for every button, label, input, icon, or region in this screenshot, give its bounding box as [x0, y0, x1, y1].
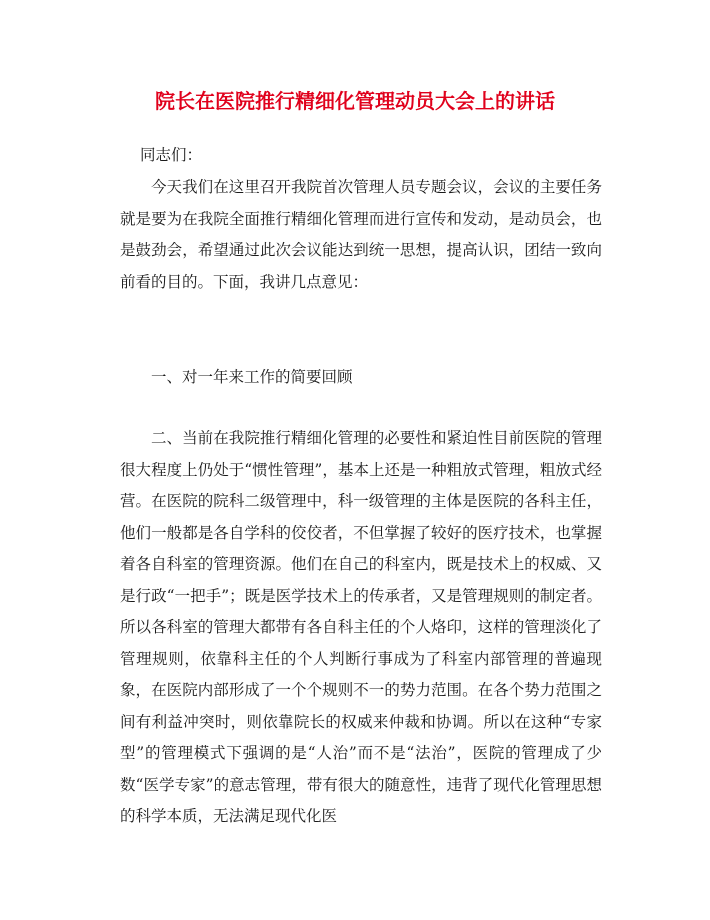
paragraph-necessity: 二、当前在我院推行精细化管理的必要性和紧迫性目前医院的管理很大程度上仍处于“惯性管理”，基本上还是一种粗放式管理，粗放式经营。在医院的院科二级管理中，科一级管理的主体是医院的各科主任，他们一般都是各自学科的佼佼者，不但掌握了较好的医疗技术，也掌握着各自科室的管理资源。他们在自己的科室内，既是技术上的权威、又是行政“一把手”；既是医学技术上的传承者，又是管理规则的制定者。所以各科室的管理大都带有各自科主任的个人烙印，这样的管理淡化了管理规则，依靠科主任的个人判断行事成为了科室内部管理的普遍现象，在医院内部形成了一个个规则不一的势力范围。在各个势力范围之间有利益冲突时，则依靠院长的权威来仲裁和协调。所以在这种“专家型”的管理模式下强调的是“人治”而不是“法治”，医院的管理成了少数“医学专家”的意志管理，带有很大的随意性，违背了现代化管理思想的科学本质，无法满足现代化医	[120, 429, 602, 825]
document-title: 院长在医院推行精细化管理动员大会上的讲话	[155, 89, 555, 113]
salutation: 同志们：	[140, 146, 203, 164]
paragraph-opening: 今天我们在这里召开我院首次管理人员专题会议，会议的主要任务就是要为在我院全面推行精细化管理而进行宣传和发动，是动员会，也是鼓劲会，希望通过此次会议能达到统一思想，提高认识，团结一致向前看的目的。下面，我讲几点意见：	[120, 178, 602, 291]
section-heading-review: 一、对一年来工作的简要回顾	[151, 368, 353, 386]
